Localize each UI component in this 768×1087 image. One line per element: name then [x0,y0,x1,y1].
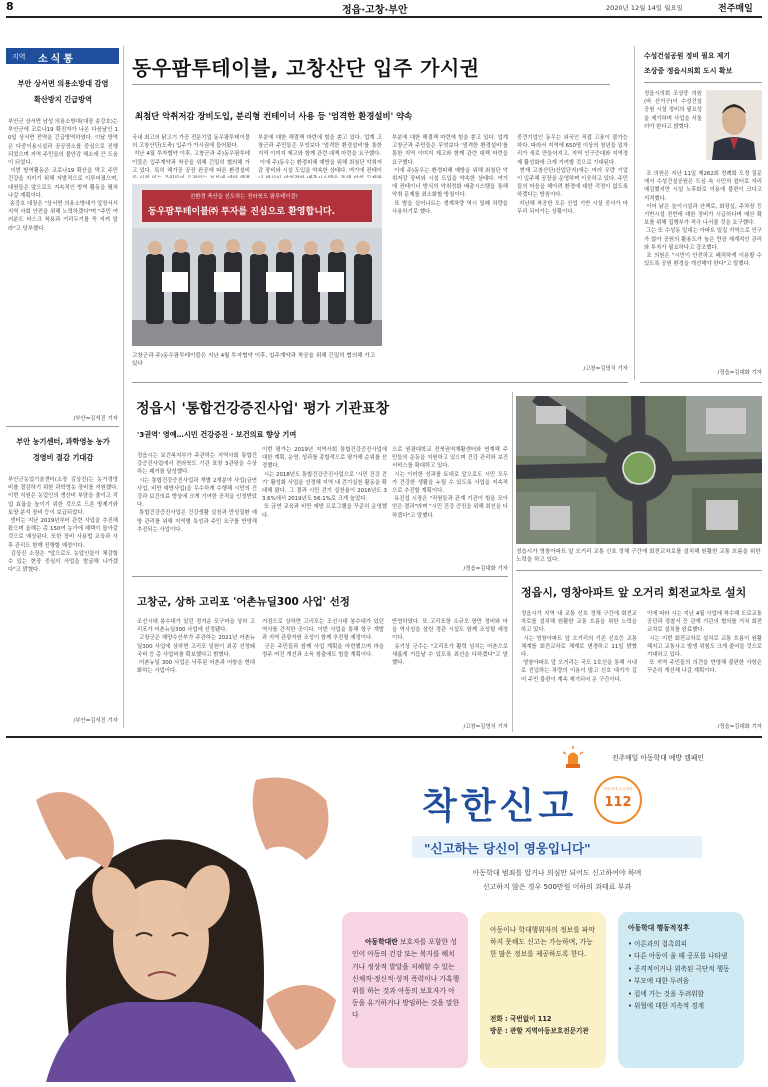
article1-headline: 동우팜투테이블, 고창산단 입주 가시권 [132,56,480,80]
column-tag-bar [6,48,119,64]
article2-tag: 수성건설공원 정비 필요 제기 [644,52,730,60]
article1-photo [132,184,382,346]
photo-banner-text: 동우팜투테이블㈜ 투자를 진심으로 환영합니다. [148,207,336,217]
ad-badge-number: 112 [604,795,632,810]
ad-desc1: 아동학대 범죄를 알거나 의심만 되어도 신고하여야 하며 [472,869,642,877]
siren-icon [562,746,584,770]
article1-col4: 중견기업인 동우는 외국인 직접 고용이 불가능하다. 따라서 지역에 650명 이상의 청년들 일자리가 새로 만들어지고, 지역 인구증대와 지역경제 활성화에 크게 기여할 것으로 기대된다. 현재 고창산단(산업단지)에는 여러 우량 기업이 입주해 공장을 운영하며 이웃하고 있다. 주민들의 마음을 헤아려 환경에 대한 걱정이 없도록 하겠다는 방침이다. 지난해 착공한 모든 산업 기반 시설 공사가 마무리 되어가는 상황이다. [517,135,628,215]
article1-bottom-rule [132,382,628,383]
article3-col2: 이번 평가는 2019년 지역사회 통합건강증진사업에 대한 계획, 운영, 성과를 종합적으로 평가해 순위를 선정했다. 시는 2018년도 통합건강증진사업으로 '시민 건강 걷기' 활성화 사업을 선정해 지역 내 걷기실천 활동을 확대해 왔다. 그 결과 시민 걷기 실천율이 2016년도 33.6%에서 2019년도 56.1%로 크게 늘었다. 또 금연 교육과 비만 예방 프로그램을 꾸준히 운영했다. [262,447,387,519]
article1-byline: /고창=김영식 기자 [583,366,628,372]
article1-col3: 부분에 대한 해결책 마련에 힘을 쏟고 있다. 업계 고창군과 주민들은 무엇보다 '엄격한 환경설비'를 통한 지역 이미지 제고와 함께 관련 대책 마련을 요구했다. 이에 주)동우는 환경피해 예방을 위해 최첨단 악취저감 장비와 시설 도입을 약속한 상태다. 여기에 컨테이너 방식의 악취정화 배출시스템을 통해 악취 문제를 최소화할 방침이다. 또 밤을 실어나르는 생계차량 역시 밀폐 차량을 사용하기로 했다. [392,135,508,215]
ad-box2-contact1: 전화 : 국번없이 112 [490,1015,552,1023]
article1-headline-rule [132,84,610,85]
article4-col2: 이에 따라 시는 지난 4월 사업에 착수해 도로교통공단과 경찰서 등 관계 기관의 협의를 거쳐 회전교차로 설치를 완료했다. 시는 이번 회전교차로 설치로 교통 흐름이 원활해지고 교통사고 발생 위험도 크게 줄어들 것으로 기대하고 있다. 또 지역 주민들의 의견을 반영해 불편한 사항은 꾸준히 개선해 나갈 계획이다. [647,611,762,675]
ad-box3-item: • 부모에 대한 두려움 [628,977,690,986]
ad-box3-item: • 이른과의 접촉회피 [628,940,688,948]
article1-caption: 고창군과 주)동우팜투테이블은 지난 4월 투자협약 이후, 입주계약과 착공을 위해 긴밀히 협의해 가고 있다 [132,353,376,367]
page-number: 8 [6,0,14,13]
ad-box [6,740,762,1082]
page-header [6,0,762,14]
right-vertical-rule [634,46,635,380]
header-rule [6,16,762,18]
ad-box-behavior-signs [618,912,744,1068]
photo-banner [140,188,374,224]
column-item1-body: 부안군 상서면 남성 의용소방대(대장 송강호)는 부안군에 코로나19 확진자가 나온 다음날인 10일 상서면 전역을 긴급방역하였다. 이날 방역은 다중이용시설과 공공장소를 중심으로 진행되었으며 지역 주민들의 불안감 해소에 큰 도움이 되었다. 이번 방역활동은 코로나19 확산을 막고 주민 건강을 지키기 위해 자발적으로 이루어졌으며, 대원들은 앞으로도 지속적인 방역 활동을 펼쳐 나갈 계획이다. 송강호 대장은 "상서면 의용소방대가 앞장서서 지역 사회 안전을 위해 노력하겠다"며 "주민 여러분도 마스크 착용과 거리두기를 꼭 지켜 달라"고 당부했다. [8,119,118,232]
ad-box1-text [352,924,460,1064]
article2-intro: 정읍시의회 조상중 의원(바 선거구)이 수성건설공원 시설 정비의 필요성을 제기하며 사업을 서둘러야 한다고 밝혔다. [644,91,702,130]
ad-box2-contact2: 방문 : 관할 지역아동보호전문기관 [490,1027,589,1035]
article3-subhead: '3권역' 영예…시민 건강증진 · 보건의료 향상 기여 [137,430,297,439]
article5-col2: 거점으로 상하면 고리포는 조선시대 봉수대가 있던 역사를 간직한 곳이다. 이번 사업을 통해 항구 개발과 지역 관광자원 조성이 함께 추진될 예정이다. 군은 주민들과 함께 사업 계획을 마련했으며 마을 정주 여건 개선과 소득 창출에도 힘쓸 계획이다. [262,619,384,658]
ad-box1-body: 보호자를 포함한 성인이 아동의 건강 또는 복지를 해치거나 정상적 발달을 저해할 수 있는 신체적·정신적·성적 폭력이나 가혹행위를 하는 것과 아동의 보호자가 아동을 유기하거나 방임하는 것을 말한다 [352,938,460,1020]
ad-box3-item: • 집에 가는 것을 두려워함 [628,989,704,998]
article1-subhead: 최첨단 악취저감 장비도입, 분리형 컨테이너 사용 등 '엄격한 환경설비' 약속 [135,111,413,121]
column-title: 소식통 [38,54,76,65]
column-box [6,48,119,728]
article5-headline: 고창군, 상하 고리포 '어촌뉴딜300 사업' 선정 [137,596,350,608]
ad-box3-item: • 위협에 대한 지속적 경계 [628,1002,704,1011]
article1-col1: 국내 최고의 닭고기 가공 전문기업 동우팜투테이블의 고창산단(도축) 입주가 가시권에 들어왔다. 지난 4월 투자협약 이후, 고창군과 주)동우팜투테이블은 입주계약과 착공을 위해 긴밀히 협의해 가고 있다. 특히 해가공 공장 완공에 따른 환경설비 [132,135,250,174]
photo-banner-small: 친환경 축산을 선도하는 전라북도 팜투테이블! [190,194,298,200]
article2-headline: 조상중 정읍시의회 도시 확보 [644,67,733,75]
ad-desc2: 신고하지 않은 경우 500만원 이하의 과태료 부과 [482,883,632,891]
article4-vertical-rule [512,392,513,732]
article3-col1: 정읍시는 보건복지부가 주관하는 지역사회 통합건강증진사업에서 전라북도 기관 표창 3관왕을 수상하는 쾌거를 달성했다. 시는 통합건강증진사업과 개별 2개분야 사업(금연사업, 비만 예방사업)을 우수하게 수행해 시민의 건강과 보건의료 향상에 크게 기여한 공적을 인정받았다. 통합건강증진사업은 건강생활 실천과 만성질환 예방 관리를 위해 지역별 특성과 주민 요구를 반영해 추진되는 사업이다. [137,453,257,533]
ad-top-rule [6,736,762,738]
ad-badge [594,776,642,824]
ad-box3-title: 아동학대 행동적징후 [628,924,690,932]
ad-title: 착한신고 [422,786,578,827]
article5-col1: 조선시대 봉수대가 있던 정겨운 포구마을 상하 고리포가 어촌뉴딜300 사업에 선정됐다. 고창군은 해양수산부가 주관하는 2021년 어촌뉴딜300 사업에 상하면 고리포 일원이 최종 선정돼 국비 등 총 사업비를 확보했다고 밝혔다. 어촌뉴딜 300 사업은 낙후된 어촌과 어항을 현대화하는 사업이다. [137,619,255,675]
paper-name: 전주매일 [718,4,753,14]
article2-bottom-rule [640,382,762,383]
article2-byline: /정읍=김대화 기자 [717,370,762,376]
article4-caption-rule [516,570,762,571]
column-item2-byline: /부안=김석진 기자 [73,718,118,724]
ad-campaign: 전주매일 아동학대 예방 캠페인 [612,754,704,762]
article4-byline: /정읍=김대화 기자 [717,724,762,730]
ad-box-report-info [480,912,606,1068]
article4-photo-caption: 정읍시가 영창아파트 앞 오거리 교통 신호 정체 구간에 회전교차로를 설치해 원활한 교통 흐름을 위한 노력을 하고 있다. [516,549,761,563]
issue-date: 2020년 12월 14일 월요일 [606,4,683,12]
section-name: 정읍·고창·부안 [342,5,408,16]
article3-bottom-rule [132,576,508,577]
column-item1-headline: 부안 상서면 의용소방대 감염 확산방지 긴급방역 [17,79,109,104]
column-item2-body: 부안군농업기술센터(소장 김상진)는 농가경영비를 절감하기 위한 과학영농 장비를 지원했다. 이번 지원은 농업인의 생산비 부담을 줄이고 작업 효율을 높이기 위한 것으로 드론 방제기와 토양 분석 장비 등이 보급되었다. 센터는 지난 2019년부터 관련 사업을 추진해 왔으며 올해는 총 150여 농가에 혜택이 돌아갈 것으로 예상된다. 또한 장비 사용법 교육과 사후 관리도 함께 진행할 예정이다. 김상진 소장은 "앞으로도 농업인들이 체감할 수 있는 현장 중심의 사업을 발굴해 나가겠다"고 밝혔다. [8,477,118,574]
ad-box3-list [628,938,740,1012]
ad-box1-title: 아동학대란 [364,938,398,947]
article2-body: 조 의원은 지난 11일 제262회 정례회 도정 질문에서 수성건설공원은 도심 속 시민의 쉼터로 자리매김했지만 시설 노후화로 이용에 불편이 크다고 지적했다. 이어 낡은 놀이시설과 산책로, 화장실, 주차장 등 기반시설 전반에 대한 정비가 시급하다며 예산 확보를 위해 집행부가 적극 나서줄 것을 요구했다. 그는 또 수성동 일대는 아파트 밀집 지역으로 인구가 많아 공원의 활용도가 높은 만큼 체계적인 관리와 투자가 필요하다고 강조했다. 조 의원은 "시민이 안전하고 쾌적하게 이용할 수 있도록 공원 환경을 개선해야 한다"고 말했다. [644,171,762,268]
ad-badge-top: 아동학대 신고전화 [603,787,633,791]
article2-rule [644,82,762,83]
article4-headline: 정읍시, 영창아파트 앞 오거리 회전교차로 설치 [521,586,747,599]
article1-col2: 부분에 대한 해결책 마련에 힘을 쏟고 있다. 업계 고창군과 주민들은 무엇보다 '엄격한 환경설비'를 통한 지역 이미지 제고와 함께 관련 대책 마련을 요구했다. 이에 주)동우는 환경피해 예방을 위해 최첨단 악취저감 장비와 시설 도입을 약속한 상태다. 여기에 컨테이 [258,135,382,174]
ad-box2-body: 아동이나 학대행위자의 정보를 파악하지 못해도 신고는 가능하며, 가능한 많은 정보를 제공하도록 한다. [490,926,595,959]
column-divider [6,426,119,427]
aerial-roundabout-image [516,396,762,544]
people-group-image [132,228,382,346]
article4-col1: 정읍시가 지역 내 교통 신호 정체 구간에 회전교차로를 설치해 원활한 교통 흐름을 위한 노력을 하고 있다. 시는 영창아파트 앞 오거리의 기존 신호등 교통체계를 회전교차로 체계로 변경하고 11일 밝혔다. 영창아파트 앞 오거리는 국도 1호선을 통해 시내로 진입하는 차량의 이용이 많고 신호 대기가 길어 주민 불편이 계속 제기되어 온 구간이다. [521,611,637,683]
councilor-portrait [706,90,762,160]
column-vertical-rule [123,46,124,728]
column-tag: 지역 [12,53,26,61]
article5-col3: 반영하였다. 또 고리포항 소규모 항만 정비와 마을 역사성을 살린 경관 시설도 함께 조성될 예정이다. 유기상 군수는 "고리포가 활력 넘치는 어촌으로 새롭게 거듭날 수 있도록 최선을 다하겠다"고 말했다. [392,619,508,667]
ad-box3-item: • 다른 아동이 울 때 공포를 나타냄 [628,952,728,961]
ad-box-abuse-definition [342,912,468,1068]
article3-byline: /정읍=김대화 기자 [463,566,508,572]
ad-box3-item: • 공격적이거나 위축된 극단적 행동 [628,964,730,973]
article3-headline: 정읍시 '통합건강증진사업' 평가 기관표창 [136,401,390,417]
article5-byline: /고창=김영식 기자 [463,724,508,730]
article3-col3: 으로 원광대학교 전북권역재활센터와 연계해 주민들의 운동을 지원하고 있으며 건강 관리와 보건서비스를 확대하고 있다. 시는 이러한 성과를 토대로 앞으로도 시민 모두가 건강한 생활을 누릴 수 있도록 사업을 지속적으로 추진할 계획이다. 유진섭 시장은 "직원들과 관계 기관이 힘을 모아 얻은 결과"라며 "시민 건강 증진을 위해 최선을 다하겠다"고 말했다. [392,447,508,519]
distressed-child-image [6,740,346,1082]
ad-slogan: "신고하는 당신이 영웅입니다" [424,841,591,856]
column-item1-byline: /부안=김석진 기자 [73,416,118,422]
column-item2-headline: 부안 농기센터, 과학영농 농가 경영비 절감 기대감 [16,437,110,462]
